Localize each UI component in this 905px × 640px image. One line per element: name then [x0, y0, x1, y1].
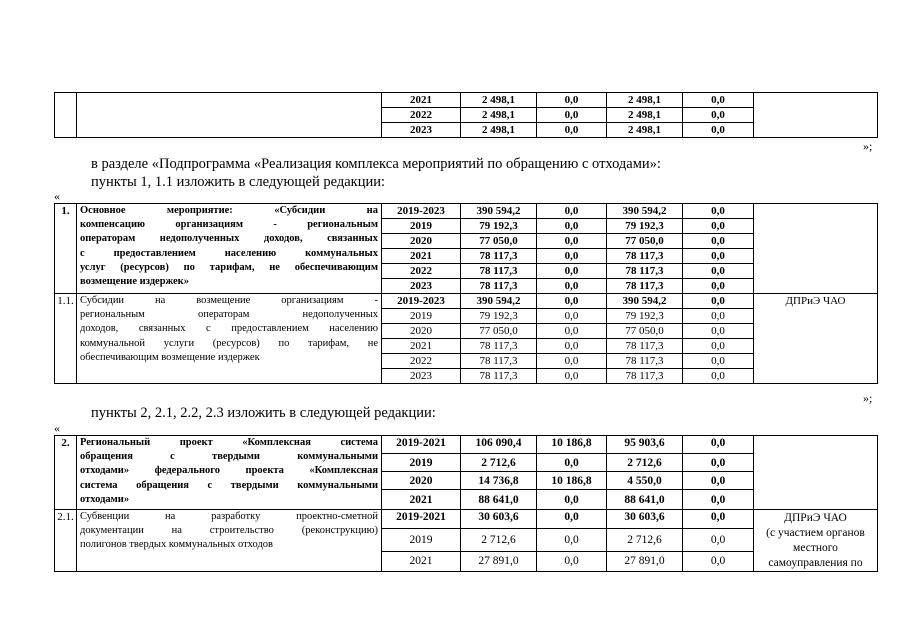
year-cell: 2020 — [382, 472, 461, 490]
value-cell: 0,0 — [683, 219, 754, 234]
description-line: обеспечивающим возмещение издержек — [80, 351, 260, 363]
subprogram-table-1 — [54, 203, 878, 384]
responsible-cell — [754, 93, 878, 138]
description-line: возмещение издержек» — [80, 276, 189, 288]
value-cell: 0,0 — [537, 324, 607, 339]
value-cell: 0,0 — [683, 490, 754, 510]
value-cell: 2 712,6 — [607, 454, 683, 472]
paragraph-items-2: пункты 2, 2.1, 2.2, 2.3 изложить в следующей редакции: — [91, 405, 436, 421]
value-cell: 79 192,3 — [607, 309, 683, 324]
item-description — [77, 436, 382, 510]
value-cell: 390 594,2 — [607, 204, 683, 219]
description-line: коммунальной услуги (ресурсов) по тарифам, не — [80, 337, 378, 349]
value-cell: 0,0 — [537, 249, 607, 264]
value-cell: 0,0 — [537, 454, 607, 472]
paragraph-items-1: пункты 1, 1.1 изложить в следующей редакции: — [91, 174, 386, 190]
value-cell: 0,0 — [537, 234, 607, 249]
description-line: полигонов твердых коммунальных отходов — [80, 539, 274, 551]
total-cell: 78 117,3 — [461, 264, 537, 279]
value-cell: 79 192,3 — [607, 219, 683, 234]
item-description — [77, 294, 382, 384]
paragraph-section-intro: в разделе «Подпрограмма «Реализация комплекса мероприятий по обращению с отходами»: — [91, 156, 661, 172]
responsible-cell: ДПРиЭ ЧАО — [754, 294, 878, 384]
total-cell: 2 498,1 — [461, 93, 537, 108]
value-cell: 10 186,8 — [537, 472, 607, 490]
year-cell: 2020 — [382, 324, 461, 339]
value-cell: 2 712,6 — [607, 529, 683, 551]
year-cell: 2023 — [382, 279, 461, 294]
total-cell: 14 736,8 — [461, 472, 537, 490]
total-cell: 77 050,0 — [461, 234, 537, 249]
value-cell: 0,0 — [683, 123, 754, 138]
value-cell: 0,0 — [683, 264, 754, 279]
value-cell: 27 891,0 — [607, 551, 683, 571]
item-number: 2.1. — [55, 510, 77, 572]
value-cell: 0,0 — [537, 339, 607, 354]
year-cell: 2021 — [382, 249, 461, 264]
value-cell: 0,0 — [683, 472, 754, 490]
value-cell: 0,0 — [683, 454, 754, 472]
responsible-cell — [754, 436, 878, 510]
total-cell: 2 712,6 — [461, 454, 537, 472]
num-cell — [55, 93, 77, 138]
opening-quote-mark: « — [54, 189, 60, 203]
value-cell: 0,0 — [683, 551, 754, 571]
year-cell: 2021 — [382, 490, 461, 510]
value-cell: 0,0 — [683, 108, 754, 123]
total-cell: 78 117,3 — [461, 279, 537, 294]
value-cell: 78 117,3 — [607, 339, 683, 354]
value-cell: 0,0 — [683, 249, 754, 264]
responsible-line: ДПРиЭ ЧАО — [784, 512, 847, 524]
year-cell: 2023 — [382, 369, 461, 384]
item-number: 2. — [55, 436, 77, 510]
description-cell — [77, 93, 382, 138]
year-cell: 2019-2021 — [382, 510, 461, 529]
value-cell: 4 550,0 — [607, 472, 683, 490]
description-line: отходами» федерального проекта «Комплексная — [80, 465, 378, 477]
value-cell: 0,0 — [537, 510, 607, 529]
value-cell: 78 117,3 — [607, 279, 683, 294]
value-cell: 0,0 — [537, 123, 607, 138]
closing-quote-mark: »; — [863, 391, 873, 405]
value-cell: 77 050,0 — [607, 234, 683, 249]
description-line: услуг (ресурсов) по тарифам, не обеспечивающим — [80, 261, 378, 273]
description-line: Основное мероприятие: «Субсидии на — [80, 205, 378, 216]
year-cell: 2019 — [382, 219, 461, 234]
description-line: отходами» — [80, 493, 130, 505]
value-cell: 0,0 — [537, 279, 607, 294]
total-cell: 77 050,0 — [461, 324, 537, 339]
value-cell: 0,0 — [683, 294, 754, 309]
responsible-line: (с участием органов — [766, 527, 865, 539]
value-cell: 0,0 — [683, 93, 754, 108]
value-cell: 0,0 — [537, 529, 607, 551]
value-cell: 0,0 — [683, 510, 754, 529]
total-cell: 2 498,1 — [461, 123, 537, 138]
responsible-cell — [754, 510, 878, 572]
value-cell: 2 498,1 — [607, 108, 683, 123]
value-cell: 0,0 — [537, 204, 607, 219]
year-cell: 2019-2023 — [382, 204, 461, 219]
value-cell: 0,0 — [537, 551, 607, 571]
responsible-line: местного — [793, 542, 838, 554]
value-cell: 2 498,1 — [607, 93, 683, 108]
value-cell: 0,0 — [683, 354, 754, 369]
value-cell: 10 186,8 — [537, 436, 607, 454]
item-description — [77, 510, 382, 572]
year-cell: 2019-2021 — [382, 436, 461, 454]
total-cell: 88 641,0 — [461, 490, 537, 510]
value-cell: 78 117,3 — [607, 249, 683, 264]
value-cell: 0,0 — [537, 369, 607, 384]
value-cell: 390 594,2 — [607, 294, 683, 309]
total-cell: 79 192,3 — [461, 309, 537, 324]
year-cell: 2019 — [382, 454, 461, 472]
total-cell: 2 498,1 — [461, 108, 537, 123]
value-cell: 30 603,6 — [607, 510, 683, 529]
value-cell: 0,0 — [537, 264, 607, 279]
total-cell: 30 603,6 — [461, 510, 537, 529]
year-cell: 2022 — [382, 264, 461, 279]
description-line: документации на строительство (реконструкцию) — [80, 525, 378, 537]
total-cell: 390 594,2 — [461, 294, 537, 309]
value-cell: 0,0 — [683, 279, 754, 294]
year-cell: 2022 — [382, 108, 461, 123]
item-number: 1. — [55, 204, 77, 294]
year-cell: 2019 — [382, 529, 461, 551]
value-cell: 0,0 — [537, 354, 607, 369]
value-cell: 0,0 — [683, 529, 754, 551]
value-cell: 88 641,0 — [607, 490, 683, 510]
total-cell: 78 117,3 — [461, 249, 537, 264]
year-cell: 2021 — [382, 339, 461, 354]
year-cell: 2022 — [382, 354, 461, 369]
description-line: Субсидии на возмещение организациям - — [80, 295, 378, 306]
subprogram-table-2 — [54, 435, 878, 572]
year-cell: 2020 — [382, 234, 461, 249]
closing-quote-mark: »; — [863, 139, 873, 153]
value-cell: 0,0 — [537, 309, 607, 324]
value-cell: 0,0 — [683, 369, 754, 384]
description-line: операторам недополученных доходов, связанных — [80, 233, 378, 245]
description-line: система обращения с твердыми коммунальными — [80, 479, 378, 491]
value-cell: 0,0 — [537, 490, 607, 510]
item-number: 1.1. — [55, 294, 77, 384]
year-cell: 2021 — [382, 93, 461, 108]
value-cell: 78 117,3 — [607, 369, 683, 384]
item-description — [77, 204, 382, 294]
continuation-table — [54, 92, 878, 138]
value-cell: 0,0 — [683, 324, 754, 339]
description-line: региональным операторам недополученных — [80, 309, 378, 321]
description-line: с предоставлением населению коммунальных — [80, 247, 378, 259]
value-cell: 77 050,0 — [607, 324, 683, 339]
value-cell: 78 117,3 — [607, 264, 683, 279]
value-cell: 2 498,1 — [607, 123, 683, 138]
total-cell: 390 594,2 — [461, 204, 537, 219]
value-cell: 95 903,6 — [607, 436, 683, 454]
description-line: доходов, связанных с предоставлением населению — [80, 323, 378, 335]
total-cell: 2 712,6 — [461, 529, 537, 551]
value-cell: 78 117,3 — [607, 354, 683, 369]
total-cell: 106 090,4 — [461, 436, 537, 454]
value-cell: 0,0 — [537, 294, 607, 309]
value-cell: 0,0 — [683, 234, 754, 249]
description-line: обращения с твердыми коммунальными — [80, 451, 378, 463]
total-cell: 78 117,3 — [461, 339, 537, 354]
year-cell: 2019-2023 — [382, 294, 461, 309]
year-cell: 2021 — [382, 551, 461, 571]
opening-quote-mark: « — [54, 421, 60, 435]
total-cell: 79 192,3 — [461, 219, 537, 234]
value-cell: 0,0 — [683, 204, 754, 219]
total-cell: 78 117,3 — [461, 369, 537, 384]
responsible-line: самоуправления по — [768, 557, 863, 569]
description-line: компенсацию организациям - региональным — [80, 219, 378, 231]
value-cell: 0,0 — [537, 93, 607, 108]
year-cell: 2019 — [382, 309, 461, 324]
responsible-cell — [754, 204, 878, 294]
total-cell: 27 891,0 — [461, 551, 537, 571]
year-cell: 2023 — [382, 123, 461, 138]
value-cell: 0,0 — [683, 309, 754, 324]
value-cell: 0,0 — [683, 339, 754, 354]
description-line: Региональный проект «Комплексная система — [80, 437, 378, 448]
value-cell: 0,0 — [683, 436, 754, 454]
value-cell: 0,0 — [537, 219, 607, 234]
value-cell: 0,0 — [537, 108, 607, 123]
description-line: Субвенции на разработку проектно-сметной — [80, 511, 378, 522]
total-cell: 78 117,3 — [461, 354, 537, 369]
